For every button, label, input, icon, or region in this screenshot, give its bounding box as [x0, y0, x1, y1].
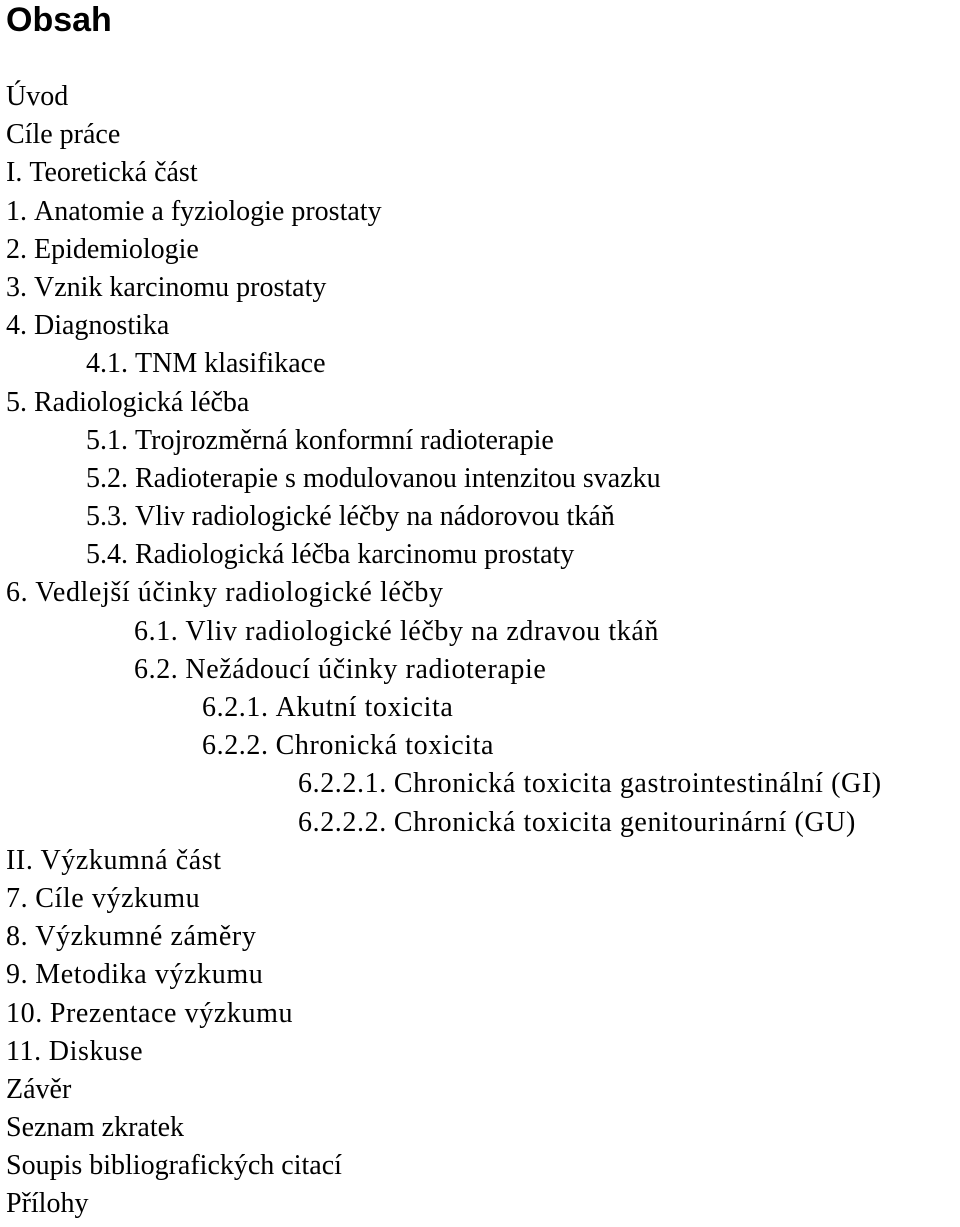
- toc-entry-number: 5.1.: [86, 424, 128, 456]
- toc-entry: [0, 880, 960, 918]
- toc-entry: [0, 1109, 960, 1147]
- toc-entry-title: Diagnostika: [34, 310, 170, 342]
- toc-entry-number: 2.: [6, 233, 27, 265]
- table-of-contents: [0, 78, 960, 1224]
- toc-entry: [0, 1147, 960, 1185]
- toc-entry: [0, 956, 960, 994]
- toc-entry-number: 6.2.2.2.: [298, 806, 387, 838]
- toc-entry-number: 3.: [6, 271, 27, 303]
- page-title: Obsah: [6, 1, 112, 39]
- toc-entry-number: 7.: [6, 882, 29, 914]
- toc-entry-number: 11.: [6, 1035, 42, 1067]
- toc-entry: [0, 536, 960, 574]
- toc-entry-title: Epidemiologie: [34, 233, 199, 265]
- toc-entry-number: 5.: [6, 386, 27, 418]
- toc-entry: [0, 1071, 960, 1109]
- toc-entry-number: 6.: [6, 577, 29, 609]
- toc-entry-number: II.: [6, 844, 34, 876]
- toc-entry-title: Radioterapie s modulovanou intenzitou svazku: [135, 462, 661, 494]
- toc-entry-number: 10.: [6, 997, 43, 1029]
- toc-entry-title: Chronická toxicita genitourinární (GU): [393, 806, 856, 838]
- toc-entry-number: 8.: [6, 921, 29, 953]
- toc-entry-title: Akutní toxicita: [275, 692, 454, 723]
- toc-entry-title: Soupis bibliografických citací: [6, 1150, 342, 1182]
- toc-entry-title: Vliv radiologické léčby na nádorovou tkáň: [135, 501, 615, 533]
- toc-entry: [0, 995, 960, 1033]
- toc-entry-number: 4.: [6, 310, 27, 342]
- toc-entry: [0, 727, 960, 765]
- toc-entry-number: 9.: [6, 959, 29, 991]
- toc-entry: [0, 78, 960, 116]
- toc-entry-title: Chronická toxicita: [275, 730, 495, 762]
- toc-entry: [0, 842, 960, 880]
- toc-entry: [0, 384, 960, 422]
- toc-entry: [0, 231, 960, 269]
- toc-entry-title: Diskuse: [48, 1035, 144, 1067]
- toc-entry-number: 6.2.1.: [202, 692, 269, 723]
- toc-entry-number: 5.3.: [86, 501, 128, 533]
- toc-entry: [0, 154, 960, 192]
- toc-entry: [0, 651, 960, 689]
- toc-entry: [0, 689, 960, 727]
- toc-entry-number: 6.2.2.: [202, 730, 269, 762]
- toc-entry-title: Vedlejší účinky radiologické léčby: [35, 577, 444, 609]
- toc-entry-number: 1.: [6, 195, 27, 227]
- toc-entry-title: Radiologická léčba: [34, 386, 250, 418]
- toc-entry-title: Cíle výzkumu: [35, 882, 201, 914]
- toc-entry-title: TNM klasifikace: [135, 348, 326, 380]
- toc-entry: [0, 498, 960, 536]
- toc-entry: [0, 918, 960, 956]
- toc-entry-title: Vznik karcinomu prostaty: [34, 271, 327, 303]
- toc-entry-number: I.: [6, 157, 23, 189]
- toc-entry-title: Výzkumná část: [40, 844, 222, 876]
- toc-entry-number: 6.2.: [134, 653, 179, 685]
- toc-entry-title: Trojrozměrná konformní radioterapie: [135, 424, 554, 456]
- toc-entry-number: 4.1.: [86, 348, 128, 380]
- toc-entry-title: Výzkumné záměry: [35, 921, 257, 953]
- toc-entry-number: 5.2.: [86, 462, 128, 494]
- toc-entry: [0, 1185, 960, 1223]
- toc-entry-title: Přílohy: [6, 1188, 89, 1220]
- toc-entry: [0, 307, 960, 345]
- toc-entry-title: Závěr: [6, 1073, 72, 1105]
- toc-entry: [0, 345, 960, 383]
- toc-entry-title: Seznam zkratek: [6, 1112, 185, 1144]
- toc-entry-title: Vliv radiologické léčby na zdravou tkáň: [185, 615, 659, 647]
- toc-entry: [0, 804, 960, 842]
- toc-entry: [0, 193, 960, 231]
- toc-entry: [0, 116, 960, 154]
- toc-entry: [0, 765, 960, 803]
- toc-entry-title: Úvod: [6, 81, 69, 112]
- toc-entry-title: Chronická toxicita gastrointestinální (GI): [393, 768, 882, 800]
- toc-entry: [0, 574, 960, 612]
- toc-entry: [0, 269, 960, 307]
- toc-entry-number: 6.1.: [134, 615, 179, 647]
- toc-entry-title: Nežádoucí účinky radioterapie: [185, 653, 547, 685]
- toc-entry-title: Anatomie a fyziologie prostaty: [34, 195, 382, 227]
- toc-entry: [0, 613, 960, 651]
- toc-entry: [0, 460, 960, 498]
- toc-entry-title: Teoretická část: [29, 157, 198, 189]
- toc-entry-title: Cíle práce: [6, 119, 121, 151]
- toc-entry-title: Prezentace výzkumu: [49, 997, 294, 1029]
- toc-entry-number: 6.2.2.1.: [298, 768, 387, 800]
- toc-entry-number: 5.4.: [86, 539, 128, 571]
- toc-entry-title: Metodika výzkumu: [35, 959, 264, 991]
- toc-entry: [0, 422, 960, 460]
- toc-entry-title: Radiologická léčba karcinomu prostaty: [135, 539, 575, 571]
- toc-entry: [0, 1033, 960, 1071]
